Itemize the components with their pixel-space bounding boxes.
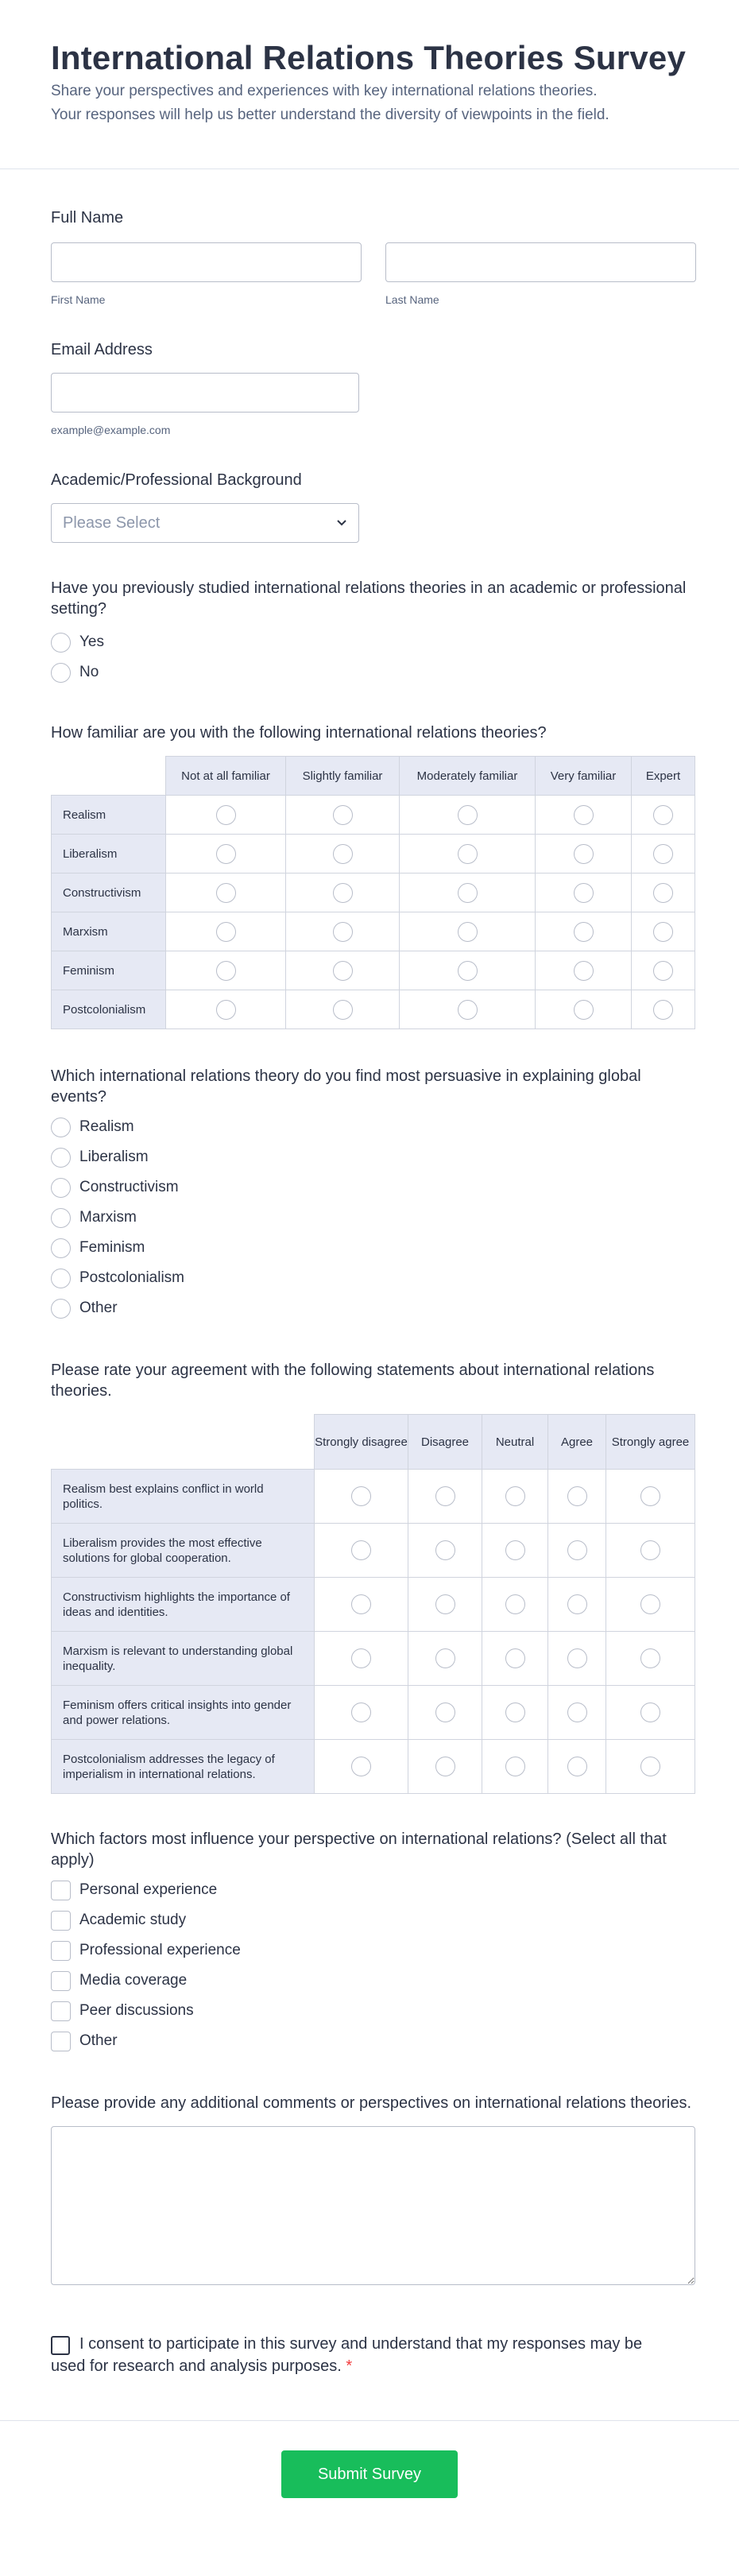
matrix-cell — [408, 1578, 482, 1632]
radio-button[interactable] — [51, 1118, 71, 1137]
persuasive-option[interactable] — [51, 1203, 696, 1233]
matrix-cell — [400, 990, 536, 1029]
familiarity-label: How familiar are you with the following international relations theories? — [51, 724, 547, 742]
form-description — [51, 79, 688, 127]
matrix-cell — [632, 912, 695, 951]
option-label: Feminism — [79, 1239, 145, 1257]
matrix-row — [52, 990, 695, 1029]
matrix-cell — [286, 796, 400, 835]
consent-question — [51, 2333, 696, 2377]
matrix-row-label: Feminism — [52, 951, 166, 990]
matrix-radio[interactable] — [216, 844, 236, 864]
matrix-cell — [632, 951, 695, 990]
matrix-radio[interactable] — [458, 961, 478, 981]
matrix-row-label: Realism — [52, 796, 166, 835]
matrix-radio[interactable] — [640, 1486, 660, 1506]
matrix-radio[interactable] — [458, 1000, 478, 1020]
matrix-cell — [408, 1632, 482, 1686]
checkbox[interactable] — [51, 1971, 71, 1991]
option-label: Postcolonialism — [79, 1269, 184, 1287]
matrix-radio[interactable] — [351, 1540, 371, 1560]
consent-text: I consent to participate in this survey and understand that my responses may be used for research and analysis purposes. — [51, 2335, 643, 2376]
matrix-cell — [315, 1632, 408, 1686]
matrix-radio[interactable] — [435, 1540, 455, 1560]
matrix-cell — [286, 951, 400, 990]
page-title: International Relations Theories Survey — [51, 39, 687, 76]
matrix-cell — [632, 796, 695, 835]
persuasive-option[interactable] — [51, 1112, 696, 1142]
comments-textarea[interactable] — [51, 2126, 695, 2285]
matrix-radio[interactable] — [435, 1486, 455, 1506]
matrix-radio[interactable] — [458, 883, 478, 903]
matrix-cell — [408, 1524, 482, 1578]
background-label: Academic/Professional Background — [51, 471, 302, 490]
matrix-cell — [536, 874, 632, 912]
persuasive-option[interactable] — [51, 1233, 696, 1263]
checkbox[interactable] — [51, 1941, 71, 1961]
comments-question — [51, 2093, 696, 2285]
persuasive-option[interactable] — [51, 1293, 696, 1323]
matrix-radio[interactable] — [567, 1702, 587, 1722]
matrix-radio[interactable] — [653, 844, 673, 864]
agreement-label: Please rate your agreement with the following statements about international relations theories. — [51, 1362, 655, 1400]
matrix-radio[interactable] — [351, 1702, 371, 1722]
matrix-cell — [315, 1740, 408, 1794]
matrix-row-label: Feminism offers critical insights into gender and power relations. — [52, 1686, 315, 1740]
checkbox[interactable] — [51, 2032, 71, 2051]
matrix-cell — [536, 835, 632, 874]
matrix-column-header: Disagree — [408, 1415, 482, 1470]
matrix-cell — [606, 1470, 695, 1524]
matrix-cell — [536, 796, 632, 835]
matrix-radio[interactable] — [333, 1000, 353, 1020]
matrix-cell — [400, 951, 536, 990]
background-question — [51, 470, 696, 543]
first-name-input[interactable] — [51, 242, 362, 282]
matrix-radio[interactable] — [333, 805, 353, 825]
option-label: Marxism — [79, 1209, 137, 1226]
matrix-radio[interactable] — [567, 1594, 587, 1614]
option-label: Other — [79, 2032, 118, 2050]
matrix-row — [52, 796, 695, 835]
matrix-row-label: Marxism — [52, 912, 166, 951]
matrix-column-header: Neutral — [482, 1415, 548, 1470]
radio-button[interactable] — [51, 663, 71, 683]
matrix-radio[interactable] — [567, 1757, 587, 1776]
matrix-row-label: Liberalism — [52, 835, 166, 874]
matrix-cell — [400, 835, 536, 874]
first-name-sublabel: First Name — [51, 293, 106, 307]
matrix-cell — [482, 1632, 548, 1686]
matrix-cell — [400, 796, 536, 835]
matrix-cell — [408, 1470, 482, 1524]
matrix-cell — [632, 990, 695, 1029]
matrix-radio[interactable] — [640, 1648, 660, 1668]
matrix-cell — [315, 1524, 408, 1578]
matrix-row-label: Postcolonialism addresses the legacy of imperialism in international relations. — [52, 1740, 315, 1794]
matrix-radio[interactable] — [505, 1594, 525, 1614]
survey-form — [0, 207, 739, 2377]
option-label: Liberalism — [79, 1149, 149, 1166]
studied-option-no[interactable] — [51, 657, 696, 688]
matrix-cell — [166, 951, 286, 990]
description-line-2: Your responses will help us better understand the diversity of viewpoints in the field. — [51, 107, 609, 124]
consent-row[interactable] — [51, 2333, 696, 2377]
studied-label: Have you previously studied international relations theories in an academic or professional setting? — [51, 579, 687, 618]
matrix-cell — [482, 1524, 548, 1578]
matrix-radio[interactable] — [653, 1000, 673, 1020]
option-label: Media coverage — [79, 1972, 188, 1989]
matrix-radio[interactable] — [640, 1540, 660, 1560]
matrix-cell — [286, 874, 400, 912]
matrix-corner — [52, 1415, 315, 1470]
matrix-column-header: Moderately familiar — [400, 757, 536, 796]
matrix-column-header: Strongly agree — [606, 1415, 695, 1470]
matrix-cell — [315, 1578, 408, 1632]
matrix-cell — [548, 1524, 606, 1578]
description-line-1: Share your perspectives and experiences with key international relations theories. — [51, 83, 598, 100]
email-label: Email Address — [51, 341, 153, 359]
matrix-radio[interactable] — [505, 1540, 525, 1560]
option-label: Yes — [79, 633, 104, 651]
matrix-row-label: Constructivism highlights the importance of ideas and identities. — [52, 1578, 315, 1632]
matrix-row — [52, 1524, 695, 1578]
matrix-cell — [400, 874, 536, 912]
matrix-cell — [548, 1740, 606, 1794]
matrix-cell — [166, 912, 286, 951]
matrix-cell — [286, 990, 400, 1029]
matrix-row-label: Marxism is relevant to understanding global inequality. — [52, 1632, 315, 1686]
checkbox[interactable] — [51, 1881, 71, 1900]
full-name-question — [51, 207, 696, 306]
matrix-radio[interactable] — [574, 961, 594, 981]
matrix-radio[interactable] — [351, 1594, 371, 1614]
option-label: Personal experience — [79, 1881, 218, 1899]
matrix-radio[interactable] — [574, 805, 594, 825]
agreement-matrix — [51, 1414, 695, 1794]
factors-option[interactable] — [51, 1875, 696, 1905]
matrix-radio[interactable] — [640, 1757, 660, 1776]
matrix-radio[interactable] — [351, 1486, 371, 1506]
last-name-sublabel: Last Name — [385, 293, 439, 307]
matrix-radio[interactable] — [216, 922, 236, 942]
matrix-row — [52, 874, 695, 912]
matrix-radio[interactable] — [435, 1648, 455, 1668]
matrix-radio[interactable] — [574, 922, 594, 942]
matrix-radio[interactable] — [351, 1757, 371, 1776]
option-label: No — [79, 664, 99, 681]
submit-button[interactable]: Submit Survey — [281, 2450, 458, 2498]
matrix-row — [52, 835, 695, 874]
matrix-cell — [606, 1524, 695, 1578]
option-label: Professional experience — [79, 1942, 241, 1959]
matrix-cell — [482, 1686, 548, 1740]
matrix-radio[interactable] — [505, 1702, 525, 1722]
matrix-radio[interactable] — [216, 961, 236, 981]
option-label: Peer discussions — [79, 2002, 194, 2020]
option-label: Other — [79, 1300, 118, 1317]
matrix-cell — [606, 1740, 695, 1794]
form-header — [0, 0, 739, 169]
matrix-cell — [166, 796, 286, 835]
matrix-cell — [482, 1740, 548, 1794]
checkbox[interactable] — [51, 1911, 71, 1931]
matrix-radio[interactable] — [505, 1648, 525, 1668]
option-label: Realism — [79, 1118, 134, 1136]
matrix-row — [52, 912, 695, 951]
full-name-label: Full Name — [51, 209, 124, 227]
matrix-radio[interactable] — [458, 805, 478, 825]
matrix-cell — [166, 835, 286, 874]
matrix-column-header: Very familiar — [536, 757, 632, 796]
matrix-radio[interactable] — [567, 1540, 587, 1560]
chevron-down-icon — [336, 519, 347, 527]
matrix-cell — [482, 1578, 548, 1632]
matrix-row — [52, 951, 695, 990]
radio-button[interactable] — [51, 1148, 71, 1168]
matrix-radio[interactable] — [567, 1486, 587, 1506]
matrix-cell — [632, 874, 695, 912]
email-input[interactable] — [51, 373, 359, 413]
matrix-cell — [400, 912, 536, 951]
factors-option[interactable] — [51, 2026, 696, 2056]
matrix-radio[interactable] — [333, 961, 353, 981]
matrix-radio[interactable] — [435, 1757, 455, 1776]
matrix-radio[interactable] — [640, 1702, 660, 1722]
option-label: Academic study — [79, 1912, 187, 1929]
matrix-radio[interactable] — [653, 922, 673, 942]
matrix-radio[interactable] — [574, 883, 594, 903]
comments-label: Please provide any additional comments or perspectives on international relations theories. — [51, 2094, 692, 2113]
matrix-row — [52, 1578, 695, 1632]
matrix-cell — [315, 1470, 408, 1524]
radio-button[interactable] — [51, 1238, 71, 1258]
radio-button[interactable] — [51, 1208, 71, 1228]
persuasive-label: Which international relations theory do you find most persuasive in explaining global events? — [51, 1067, 641, 1106]
matrix-cell — [548, 1470, 606, 1524]
radio-button[interactable] — [51, 1178, 71, 1198]
matrix-row — [52, 1740, 695, 1794]
matrix-radio[interactable] — [333, 922, 353, 942]
email-sublabel: example@example.com — [51, 424, 171, 437]
last-name-input[interactable] — [385, 242, 696, 282]
matrix-radio[interactable] — [505, 1486, 525, 1506]
persuasive-option[interactable] — [51, 1263, 696, 1293]
factors-option[interactable] — [51, 1966, 696, 1996]
matrix-radio[interactable] — [333, 883, 353, 903]
persuasive-option[interactable] — [51, 1142, 696, 1172]
matrix-radio[interactable] — [574, 1000, 594, 1020]
background-placeholder: Please Select — [63, 513, 161, 532]
matrix-cell — [482, 1470, 548, 1524]
consent-text-wrap — [51, 2333, 671, 2377]
matrix-radio[interactable] — [640, 1594, 660, 1614]
agreement-question — [51, 1360, 696, 1794]
checkbox[interactable] — [51, 2001, 71, 2021]
matrix-cell — [286, 835, 400, 874]
matrix-row — [52, 1632, 695, 1686]
matrix-row — [52, 1470, 695, 1524]
matrix-radio[interactable] — [216, 883, 236, 903]
radio-button[interactable] — [51, 633, 71, 653]
matrix-cell — [632, 835, 695, 874]
matrix-radio[interactable] — [505, 1757, 525, 1776]
persuasive-question — [51, 1066, 696, 1323]
option-label: Constructivism — [79, 1179, 179, 1196]
matrix-row-label: Realism best explains conflict in world politics. — [52, 1470, 315, 1524]
required-asterisk: * — [346, 2357, 353, 2376]
factors-option[interactable] — [51, 1905, 696, 1935]
matrix-cell — [606, 1578, 695, 1632]
persuasive-option[interactable] — [51, 1172, 696, 1203]
matrix-cell — [606, 1632, 695, 1686]
background-select[interactable] — [51, 503, 359, 543]
matrix-cell — [548, 1578, 606, 1632]
form-footer — [0, 2420, 739, 2531]
familiarity-matrix — [51, 756, 695, 1029]
radio-button[interactable] — [51, 1299, 71, 1319]
matrix-radio[interactable] — [435, 1702, 455, 1722]
matrix-cell — [286, 912, 400, 951]
factors-option[interactable] — [51, 1935, 696, 1966]
studied-question — [51, 578, 696, 688]
matrix-radio[interactable] — [653, 961, 673, 981]
matrix-row-label: Postcolonialism — [52, 990, 166, 1029]
email-question — [51, 339, 696, 436]
matrix-radio[interactable] — [216, 1000, 236, 1020]
matrix-radio[interactable] — [351, 1648, 371, 1668]
factors-question — [51, 1829, 696, 2056]
matrix-radio[interactable] — [458, 922, 478, 942]
matrix-radio[interactable] — [333, 844, 353, 864]
matrix-radio[interactable] — [567, 1648, 587, 1668]
radio-button[interactable] — [51, 1269, 71, 1288]
matrix-corner — [52, 757, 166, 796]
matrix-radio[interactable] — [216, 805, 236, 825]
matrix-cell — [536, 951, 632, 990]
matrix-cell — [536, 912, 632, 951]
matrix-cell — [315, 1686, 408, 1740]
matrix-column-header: Strongly disagree — [315, 1415, 408, 1470]
matrix-row — [52, 1686, 695, 1740]
matrix-radio[interactable] — [435, 1594, 455, 1614]
matrix-radio[interactable] — [574, 844, 594, 864]
matrix-column-header: Agree — [548, 1415, 606, 1470]
matrix-column-header: Expert — [632, 757, 695, 796]
matrix-radio[interactable] — [653, 805, 673, 825]
familiarity-question — [51, 722, 696, 1029]
factors-label: Which factors most influence your perspective on international relations? (Select all that apply) — [51, 1830, 667, 1869]
matrix-cell — [408, 1686, 482, 1740]
matrix-column-header: Slightly familiar — [286, 757, 400, 796]
matrix-cell — [166, 990, 286, 1029]
matrix-cell — [548, 1632, 606, 1686]
matrix-cell — [606, 1686, 695, 1740]
matrix-column-header: Not at all familiar — [166, 757, 286, 796]
matrix-radio[interactable] — [458, 844, 478, 864]
matrix-cell — [548, 1686, 606, 1740]
matrix-cell — [166, 874, 286, 912]
matrix-row-label: Liberalism provides the most effective solutions for global cooperation. — [52, 1524, 315, 1578]
matrix-cell — [536, 990, 632, 1029]
matrix-row-label: Constructivism — [52, 874, 166, 912]
matrix-cell — [408, 1740, 482, 1794]
matrix-radio[interactable] — [653, 883, 673, 903]
studied-option-yes[interactable] — [51, 627, 696, 657]
factors-option[interactable] — [51, 1996, 696, 2026]
